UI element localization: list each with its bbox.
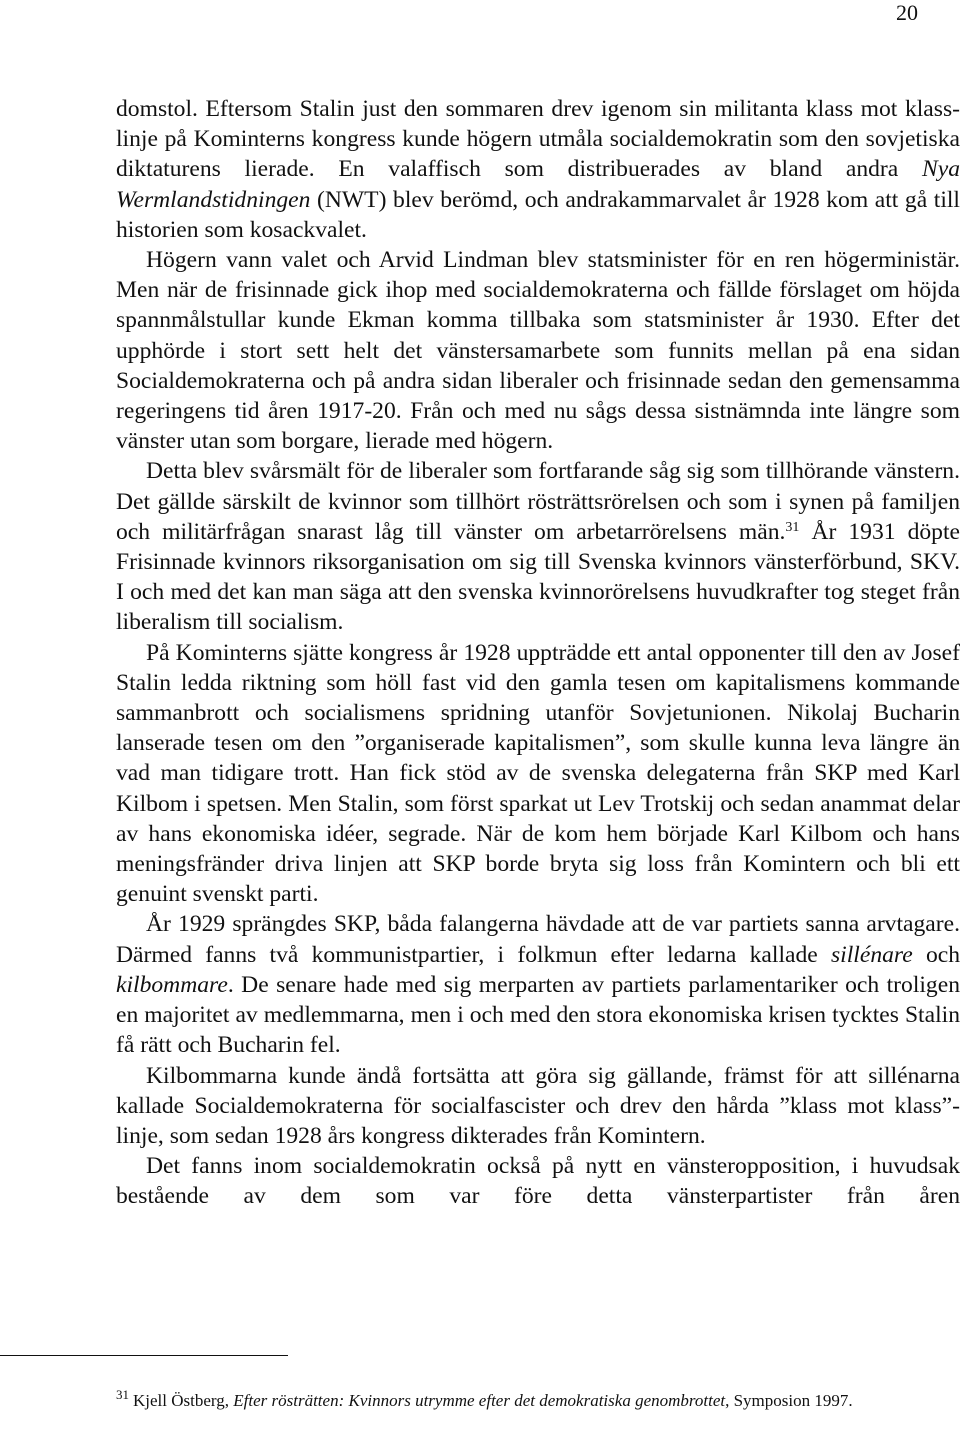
paragraph bbox=[116, 638, 960, 910]
footnote-separator bbox=[0, 1355, 288, 1356]
footnote-reference: 31 bbox=[785, 519, 800, 535]
paragraph bbox=[116, 1061, 960, 1152]
paragraph bbox=[116, 245, 960, 456]
citation-text: Kjell Östberg, bbox=[133, 1391, 234, 1410]
text-run: År 1931 döpte Frisinnade kvinnors riksorganisation om sig till Svenska kvinnors vänsterförbund, SKV. I och med det kan man säga att den svenska kvinnorörelsens huvudkrafter tog steget från liberalism till socialism. bbox=[116, 518, 960, 636]
citation-title: Efter rösträtten: Kvinnors utrymme efter det demokratiska genombrottet bbox=[233, 1391, 726, 1410]
italic-text: sillénare bbox=[831, 941, 913, 968]
page-number: 20 bbox=[896, 0, 918, 25]
footnote-marker: 31 bbox=[116, 1387, 129, 1402]
italic-text: Nya Wermlandstidningen bbox=[116, 156, 960, 213]
citation-text: , Symposion 1997. bbox=[725, 1391, 853, 1410]
text-run: domstol. Eftersom Stalin just den sommaren drev igenom sin militanta klass mot klass-linje på Kominterns kongress kunde högern utmåla socialdemokratin som den sovjetiska diktaturens lierade. En valaffisch som distribuerades av bland andra bbox=[116, 96, 960, 183]
text-run: Det fanns inom socialdemokratin också på nytt en vänsteropposition, i huvudsak bestående av dem som var före detta vänsterpartister från åren bbox=[116, 1153, 960, 1210]
text-run: Kilbommarna kunde ändå fortsätta att göra sig gällande, främst för att sillénarna kallade Socialdemokraterna för socialfascister och drev den hårda ”klass mot klass”-linje, som sedan 1928 års kongress dikterades från Komintern. bbox=[116, 1062, 960, 1149]
text-run: År 1929 sprängdes SKP, båda falangerna hävdade att de var partiets sanna arvtagare. Därmed fanns två kommunistpartier, i folkmun efter ledarna kallade bbox=[116, 911, 960, 968]
paragraph bbox=[116, 94, 960, 245]
italic-text: kilbommare bbox=[116, 971, 228, 998]
paragraph bbox=[116, 909, 960, 1060]
text-run: Högern vann valet och Arvid Lindman blev statsminister för en ren högerministär. Men när de frisinnade gick ihop med socialdemokraterna och fällde förslaget om höjda spannmålstullar kunde Ekman komma tillbaka som statsminister år 1930. Efter det upphörde i stort sett helt det vänstersamarbete som funnits mellan på ena sidan Socialdemokraterna och på andra sidan liberaler och frisinnade sedan den gemensamma regeringens tid åren 1917-20. Från och med nu sågs dessa sistnämnda inte längre som vänster utan som borgare, lierade med högern. bbox=[116, 247, 960, 455]
text-run: På Kominterns sjätte kongress år 1928 uppträdde ett antal opponenter till den av Josef Stalin ledda riktning som höll fast vid den gamla tesen om kapitalismens kommande sammanbrott och socialismens spridning utanför Sovjetunionen. Nikolaj Bucharin lanserade tesen om den ”organiserade kapitalismen”, som skulle kunna leva längre än vad man tidigare trott. Han fick stöd av de svenska delegaterna från SKP med Karl Kilbom i spetsen. Men Stalin, som först sparkat ut Lev Trotskij och sedan anammat delar av hans ekonomiska idéer, segrade. När de kom hem började Karl Kilbom och hans meningsfränder driva linjen att SKP borde bryta sig loss från Komintern och bli ett genuint svenskt parti. bbox=[116, 639, 960, 908]
footnote-text bbox=[133, 1391, 853, 1410]
text-run: . De senare hade med sig merparten av partiets parlamentariker och troligen en majoritet av medlemmarna, men i och med den stora ekonomiska krisen tycktes Stalin få rätt och Bucharin fel. bbox=[116, 971, 960, 1059]
paragraph bbox=[116, 456, 960, 637]
text-run: Detta blev svårsmält för de liberaler som fortfarande såg sig som tillhörande vänstern. Det gällde särskilt de kvinnor som tillhört rösträttsrörelsen och som i synen på familjen och militärfrågan snarast låg till vänster om arbetarrörelsens män. bbox=[116, 458, 960, 545]
footnote bbox=[116, 1388, 916, 1414]
paragraph bbox=[116, 1151, 960, 1211]
text-run: (NWT) blev berömd, och andrakammarvalet år 1928 kom att gå till historien som kosackvalet. bbox=[116, 186, 960, 243]
body-text bbox=[116, 94, 960, 1212]
text-run: och bbox=[912, 941, 960, 968]
